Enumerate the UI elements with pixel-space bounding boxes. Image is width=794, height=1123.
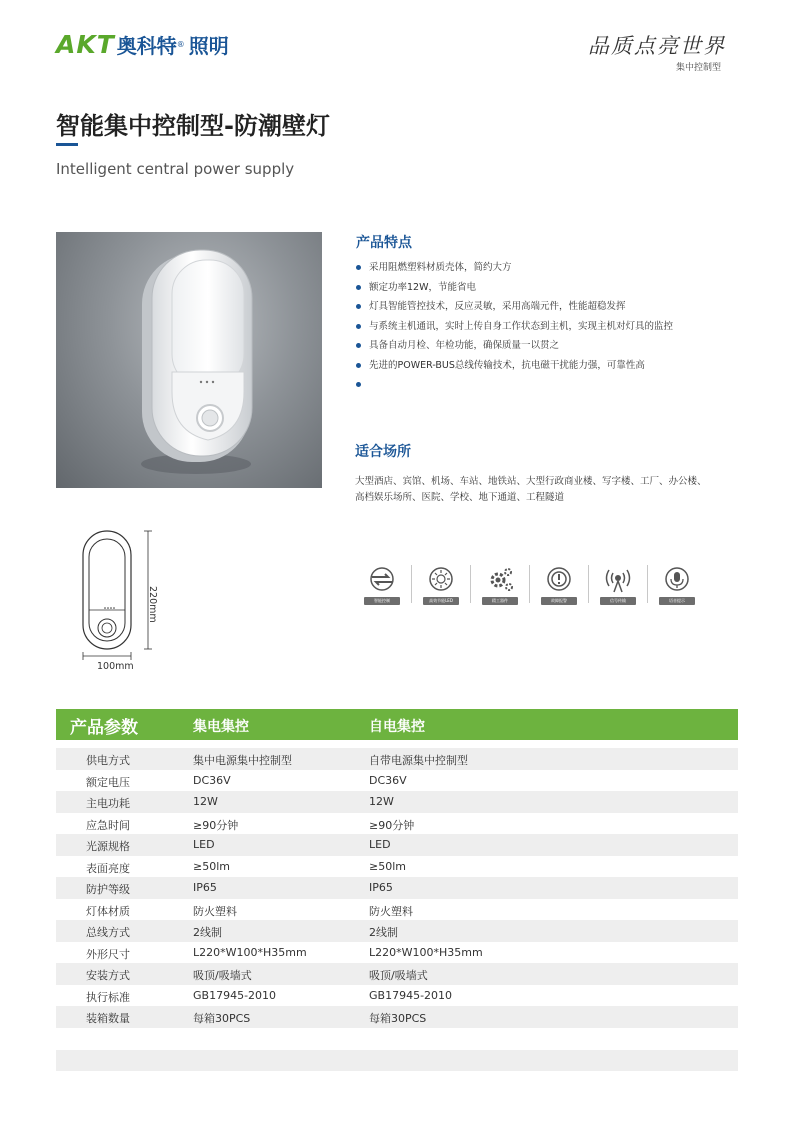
spec-value-self: DC36V (369, 773, 407, 787)
gear-icon (484, 565, 516, 595)
spec-value-central: LED (193, 838, 215, 851)
spec-value-self: L220*W100*H35mm (369, 945, 483, 959)
applications-heading: 适合场所 (355, 444, 411, 460)
smart-control-feature (360, 565, 404, 605)
spec-value-central: ≥50lm (193, 859, 230, 873)
spec-value-self: LED (369, 838, 391, 851)
logo-latin: AKT (56, 29, 115, 59)
alarm-feature (537, 565, 581, 605)
icon-tag: 高效节能LED (423, 597, 459, 605)
spec-value-central: 吸顶/吸墙式 (193, 969, 252, 982)
spec-value-self: 每箱30PCS (369, 1012, 427, 1025)
icon-divider (470, 565, 471, 603)
spec-label: 主电功耗 (86, 797, 130, 810)
logo-registered-mark: ® (176, 39, 185, 49)
components-feature (478, 565, 522, 605)
spec-label: 执行标准 (86, 990, 130, 1004)
icon-tag: 语音提示 (659, 597, 695, 605)
width-dimension-label: 100mm (97, 661, 134, 672)
spec-value-self: GB17945-2010 (369, 988, 453, 1002)
spec-value-self: 吸顶/吸墙式 (369, 969, 428, 982)
table-row (56, 1006, 738, 1028)
features-heading: 产品特点 (356, 235, 412, 251)
feature-item: 采用阻燃塑料材质壳体，简约大方 (356, 258, 673, 278)
slogan: 品质点亮世界 (588, 34, 726, 58)
spec-value-self: 2线制 (369, 926, 398, 939)
table-row (56, 791, 738, 813)
table-row (56, 899, 738, 921)
signal-feature (596, 565, 640, 605)
spec-header-title: 产品参数 (70, 718, 138, 738)
applications-text: 大型酒店、宾馆、机场、车站、地铁站、大型行政商业楼、写字楼、工厂、办公楼、高档娱乐场所、医院、学校、地下通道、工程隧道 (355, 476, 707, 503)
alert-icon (543, 565, 575, 595)
spec-value-central: 12W (193, 795, 218, 808)
spec-value-central: IP65 (193, 881, 217, 894)
spec-table-header (56, 709, 738, 740)
spec-value-central: 每箱30PCS (193, 1012, 251, 1025)
spec-label: 装箱数量 (86, 1012, 130, 1025)
feature-item: 灯具智能管控技术，反应灵敏，采用高端元件，性能超稳发挥 (356, 297, 673, 317)
table-row (56, 985, 738, 1007)
product-photo (56, 232, 322, 488)
spec-value-central: DC36V (193, 773, 231, 787)
spec-value-central: 防火塑料 (193, 904, 237, 918)
spec-value-central: 集中电源集中控制型 (193, 754, 292, 767)
feature-item: 额定功率12W，节能省电 (356, 278, 673, 298)
spec-label: 防护等级 (86, 883, 130, 896)
slogan-subtitle: 集中控制型 (676, 63, 722, 73)
table-row (56, 748, 738, 770)
features-list (356, 258, 673, 375)
icon-tag: 智能控制 (364, 597, 400, 605)
led-light-icon (425, 565, 457, 595)
feature-item: 先进的POWER-BUS总线传输技术，抗电磁干扰能力强，可靠性高 (356, 356, 673, 376)
table-row (56, 942, 738, 964)
feature-item: 与系统主机通讯，实时上传自身工作状态到主机，实现主机对灯具的监控 (356, 317, 673, 337)
icon-divider (529, 565, 530, 603)
dimension-drawing (78, 528, 158, 666)
spec-table (56, 748, 738, 1028)
logo-chinese: 奥科特 (116, 33, 177, 58)
spec-value-self: ≥50lm (369, 859, 406, 873)
page-subtitle: Intelligent central power supply (56, 160, 295, 178)
spec-header-col1: 集电集控 (193, 719, 249, 735)
spec-label: 应急时间 (86, 818, 130, 832)
icon-divider (411, 565, 412, 603)
microphone-icon (661, 565, 693, 595)
spec-value-central: GB17945-2010 (193, 988, 277, 1002)
spec-value-central: ≥90分钟 (193, 818, 239, 832)
table-row (56, 834, 738, 856)
icon-divider (647, 565, 648, 603)
icon-tag: 精工器件 (482, 597, 518, 605)
brand-logo (56, 30, 229, 58)
smart-control-icon (366, 565, 398, 595)
table-row (56, 877, 738, 899)
icon-tag: 故障报警 (541, 597, 577, 605)
wall-lamp-illustration (56, 232, 322, 488)
spec-value-self: 自带电源集中控制型 (369, 754, 468, 767)
table-row (56, 920, 738, 942)
spec-value-self: IP65 (369, 881, 393, 894)
table-row (56, 963, 738, 985)
title-underline (56, 143, 78, 146)
spec-value-self: ≥90分钟 (369, 818, 415, 832)
spec-value-central: L220*W100*H35mm (193, 945, 307, 959)
spec-label: 供电方式 (86, 754, 130, 767)
signal-icon (602, 565, 634, 595)
spec-value-self: 防火塑料 (369, 904, 413, 918)
voice-feature (655, 565, 699, 605)
spec-label: 表面亮度 (86, 861, 130, 875)
spec-label: 光源规格 (86, 840, 130, 853)
spec-label: 额定电压 (86, 775, 130, 789)
feature-item: 具备自动月检、年检功能，确保质量一以贯之 (356, 336, 673, 356)
spec-table-footer-band (56, 1050, 738, 1071)
logo-chinese-lighting: 照明 (188, 33, 229, 58)
height-dimension-label: 220mm (147, 586, 158, 623)
spec-value-self: 12W (369, 795, 394, 808)
spec-label: 灯体材质 (86, 904, 130, 918)
spec-header-col2: 自电集控 (369, 719, 425, 735)
table-row (56, 856, 738, 878)
spec-label: 安装方式 (86, 969, 130, 982)
table-row (56, 813, 738, 835)
led-feature (419, 565, 463, 605)
icon-tag: 信号传输 (600, 597, 636, 605)
spec-value-central: 2线制 (193, 926, 222, 939)
page-title: 智能集中控制型-防潮壁灯 (56, 112, 330, 140)
icon-divider (588, 565, 589, 603)
table-row (56, 770, 738, 792)
feature-icons-row (360, 565, 699, 605)
spec-label: 外形尺寸 (86, 947, 130, 961)
spec-label: 总线方式 (86, 926, 130, 939)
